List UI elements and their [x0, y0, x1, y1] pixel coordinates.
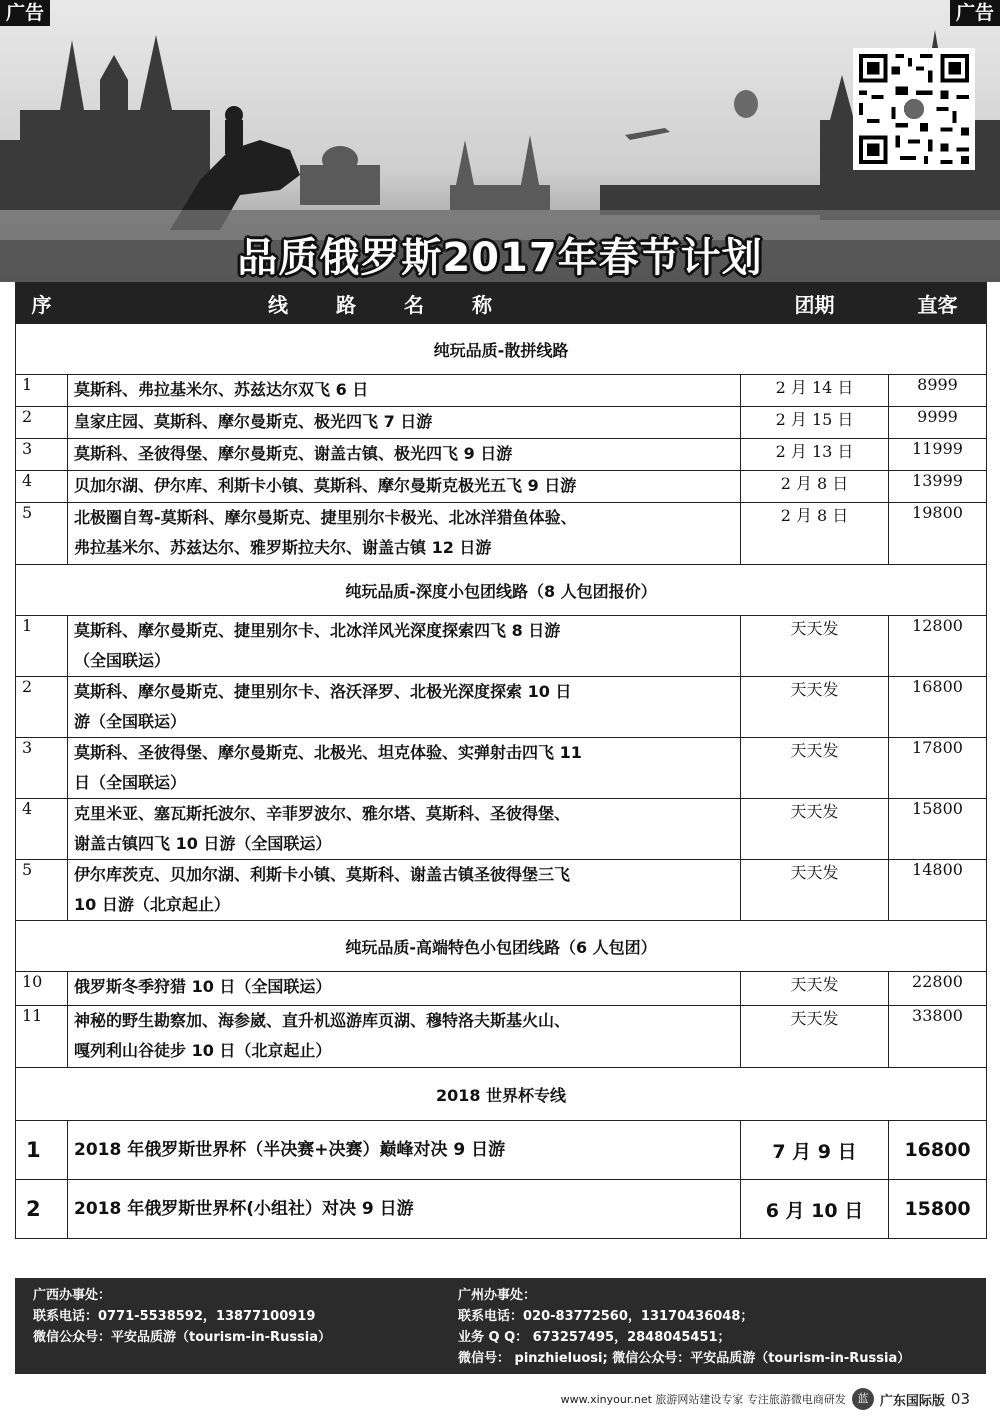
route-name: 莫斯科、摩尔曼斯克、捷里别尔卡、北冰洋风光深度探索四飞 8 日游 （全国联运） [68, 616, 741, 677]
site-text: www.xinyour.net 旅游网站建设专家 专注旅游微电商研发 [560, 1393, 846, 1406]
row-number: 2 [16, 677, 68, 738]
route-name: 北极圈自驾-莫斯科、摩尔曼斯克、捷里别尔卡极光、北冰洋猎鱼体验、 弗拉基米尔、苏兹达尔、雅罗斯拉夫尔、谢盖古镇 12 日游 [68, 503, 741, 565]
row-number: 11 [16, 1006, 68, 1068]
table-row [16, 860, 987, 921]
route-name: 2018 年俄罗斯世界杯（半决赛+决赛）巅峰对决 9 日游 [68, 1121, 741, 1180]
page-number: 03 [950, 1390, 970, 1408]
route-price: 17800 [889, 738, 987, 799]
route-name: 莫斯科、摩尔曼斯克、捷里别尔卡、洛沃泽罗、北极光深度探索 10 日 游（全国联运） [68, 677, 741, 738]
route-date: 2 月 13 日 [741, 439, 889, 471]
route-name: 贝加尔湖、伊尔库、利斯卡小镇、莫斯科、摩尔曼斯克极光五飞 9 日游 [68, 471, 741, 503]
route-name: 莫斯科、圣彼得堡、摩尔曼斯克、北极光、坦克体验、实弹射击四飞 11 日（全国联运） [68, 738, 741, 799]
guangzhou-phone: 联系电话：020-83772560，13170436048； [458, 1309, 754, 1324]
row-number: 2 [16, 407, 68, 439]
table-row [16, 799, 987, 860]
table-header-row [16, 283, 987, 324]
contact-footer [15, 1278, 986, 1374]
table-row [16, 407, 987, 439]
route-name: 伊尔库茨克、贝加尔湖、利斯卡小镇、莫斯科、谢盖古镇圣彼得堡三飞 10 日游（北京起止） [68, 860, 741, 921]
guangxi-office-title: 广西办事处： [33, 1288, 112, 1303]
page-title: 品质俄罗斯2017年春节计划 [237, 235, 763, 281]
route-date: 天天发 [741, 1006, 889, 1068]
route-date: 天天发 [741, 616, 889, 677]
guangzhou-qq: 业务 Q Q： 673257495，2848045451； [458, 1330, 731, 1345]
route-price: 16800 [889, 677, 987, 738]
header-period: 团期 [741, 283, 889, 324]
row-number: 5 [16, 503, 68, 565]
route-price: 15800 [889, 1180, 987, 1239]
route-price: 13999 [889, 471, 987, 503]
route-name: 俄罗斯冬季狩猎 10 日（全国联运） [68, 972, 741, 1006]
route-date: 天天发 [741, 738, 889, 799]
route-name: 神秘的野生勘察加、海参崴、直升机巡游库页湖、穆特洛夫斯基火山、 嘎列利山谷徒步 10 日（北京起止） [68, 1006, 741, 1068]
route-date: 7 月 9 日 [741, 1121, 889, 1180]
guangxi-wechat: 微信公众号：平安品质游（tourism-in-Russia） [33, 1330, 332, 1345]
edition-label: 广东国际版 [879, 1393, 945, 1409]
route-date: 6 月 10 日 [741, 1180, 889, 1239]
route-name: 2018 年俄罗斯世界杯(小组社）对决 9 日游 [68, 1180, 741, 1239]
guangxi-office [33, 1285, 331, 1348]
section-header [16, 1068, 987, 1121]
route-price: 12800 [889, 616, 987, 677]
route-price: 16800 [889, 1121, 987, 1180]
route-date: 天天发 [741, 860, 889, 921]
route-date: 天天发 [741, 799, 889, 860]
row-number: 5 [16, 860, 68, 921]
table-row [16, 375, 987, 407]
section-header [16, 565, 987, 616]
route-name: 莫斯科、圣彼得堡、摩尔曼斯克、谢盖古镇、极光四飞 9 日游 [68, 439, 741, 471]
table-row [16, 503, 987, 565]
route-date: 2 月 15 日 [741, 407, 889, 439]
table-row [16, 616, 987, 677]
qr-code-icon [853, 48, 975, 170]
route-name: 皇家庄园、莫斯科、摩尔曼斯克、极光四飞 7 日游 [68, 407, 741, 439]
row-number: 10 [16, 972, 68, 1006]
row-number: 4 [16, 799, 68, 860]
header-route: 线路名称 [68, 283, 741, 324]
worldcup-title: 2018 世界杯专线 [16, 1068, 987, 1121]
header-no: 序 [16, 283, 68, 324]
publisher-logo-icon: 蓝 [852, 1388, 874, 1410]
section-header [16, 921, 987, 972]
row-number: 1 [16, 1121, 68, 1180]
section-title: 纯玩品质-高端特色小包团线路（6 人包团） [16, 921, 987, 972]
guangzhou-office-title: 广州办事处： [458, 1288, 537, 1303]
route-name: 克里米亚、塞瓦斯托波尔、辛菲罗波尔、雅尔塔、莫斯科、圣彼得堡、 谢盖古镇四飞 10 日游（全国联运） [68, 799, 741, 860]
table-row [16, 1180, 987, 1239]
route-date: 天天发 [741, 677, 889, 738]
route-price: 22800 [889, 972, 987, 1006]
table-row [16, 1006, 987, 1068]
guangzhou-office [458, 1285, 910, 1369]
route-price: 19800 [889, 503, 987, 565]
table-row [16, 972, 987, 1006]
route-price: 14800 [889, 860, 987, 921]
row-number: 4 [16, 471, 68, 503]
table-row [16, 677, 987, 738]
section-title: 纯玩品质-散拼线路 [16, 324, 987, 375]
ad-label-left: 广告 [0, 0, 50, 26]
route-price: 33800 [889, 1006, 987, 1068]
header-price: 直客 [889, 283, 987, 324]
guangzhou-wechat: 微信号： pinzhieluosi; 微信公众号：平安品质游（tourism-in-Russia） [458, 1351, 911, 1366]
route-price: 9999 [889, 407, 987, 439]
route-date: 天天发 [741, 972, 889, 1006]
route-date: 2 月 14 日 [741, 375, 889, 407]
section-header [16, 324, 987, 375]
row-number: 3 [16, 439, 68, 471]
row-number: 3 [16, 738, 68, 799]
table-row [16, 439, 987, 471]
route-price: 11999 [889, 439, 987, 471]
row-number: 2 [16, 1180, 68, 1239]
table-row [16, 738, 987, 799]
guangxi-phone: 联系电话：0771-5538592，13877100919 [33, 1309, 316, 1324]
route-price: 15800 [889, 799, 987, 860]
route-date: 2 月 8 日 [741, 471, 889, 503]
route-name: 莫斯科、弗拉基米尔、苏兹达尔双飞 6 日 [68, 375, 741, 407]
row-number: 1 [16, 616, 68, 677]
bottom-bar [561, 1388, 970, 1410]
table-row [16, 471, 987, 503]
route-table [15, 282, 987, 1239]
section-title: 纯玩品质-深度小包团线路（8 人包团报价） [16, 565, 987, 616]
row-number: 1 [16, 375, 68, 407]
route-price: 8999 [889, 375, 987, 407]
ad-label-right: 广告 [950, 0, 1000, 26]
table-row [16, 1121, 987, 1180]
route-date: 2 月 8 日 [741, 503, 889, 565]
